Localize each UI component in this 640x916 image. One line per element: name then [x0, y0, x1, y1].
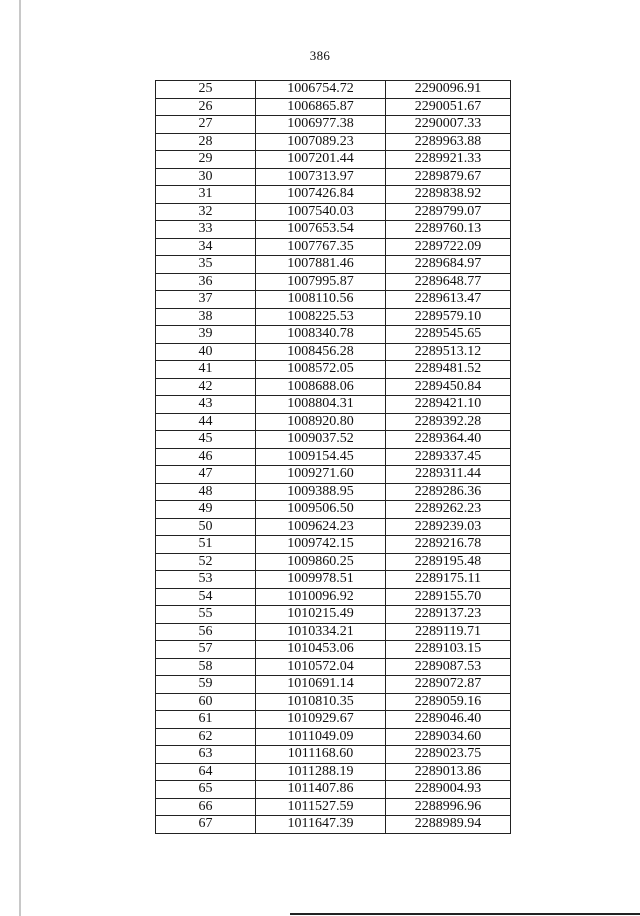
x-coordinate-cell: 1009624.23	[256, 518, 386, 536]
point-number-cell: 30	[156, 168, 256, 186]
x-coordinate-cell: 1007767.35	[256, 238, 386, 256]
table-row	[156, 291, 511, 309]
table-row	[156, 606, 511, 624]
y-coordinate-cell: 2289648.77	[386, 273, 511, 291]
y-coordinate-cell: 2289216.78	[386, 536, 511, 554]
table-row	[156, 588, 511, 606]
x-coordinate-cell: 1008456.28	[256, 343, 386, 361]
y-coordinate-cell: 2288989.94	[386, 816, 511, 834]
y-coordinate-cell: 2289286.36	[386, 483, 511, 501]
x-coordinate-cell: 1006865.87	[256, 98, 386, 116]
table-row	[156, 816, 511, 834]
table-row	[156, 693, 511, 711]
x-coordinate-cell: 1009742.15	[256, 536, 386, 554]
x-coordinate-cell: 1007201.44	[256, 151, 386, 169]
table-row	[156, 536, 511, 554]
y-coordinate-cell: 2289034.60	[386, 728, 511, 746]
page-number: 386	[309, 48, 331, 63]
y-coordinate-cell: 2289155.70	[386, 588, 511, 606]
point-number-cell: 29	[156, 151, 256, 169]
table-row	[156, 431, 511, 449]
point-number-cell: 37	[156, 291, 256, 309]
table-row	[156, 308, 511, 326]
point-number-cell: 62	[156, 728, 256, 746]
point-number-cell: 57	[156, 641, 256, 659]
table-row	[156, 658, 511, 676]
point-number-cell: 58	[156, 658, 256, 676]
x-coordinate-cell: 1011288.19	[256, 763, 386, 781]
point-number-cell: 25	[156, 81, 256, 99]
y-coordinate-cell: 2289087.53	[386, 658, 511, 676]
page-bottom-rule	[290, 913, 640, 915]
x-coordinate-cell: 1010096.92	[256, 588, 386, 606]
y-coordinate-cell: 2289684.97	[386, 256, 511, 274]
table-row	[156, 256, 511, 274]
point-number-cell: 59	[156, 676, 256, 694]
table-row	[156, 168, 511, 186]
x-coordinate-cell: 1011168.60	[256, 746, 386, 764]
y-coordinate-cell: 2289450.84	[386, 378, 511, 396]
point-number-cell: 67	[156, 816, 256, 834]
y-coordinate-cell: 2289195.48	[386, 553, 511, 571]
x-coordinate-cell: 1006977.38	[256, 116, 386, 134]
point-number-cell: 39	[156, 326, 256, 344]
x-coordinate-cell: 1011527.59	[256, 798, 386, 816]
x-coordinate-cell: 1008572.05	[256, 361, 386, 379]
y-coordinate-cell: 2289481.52	[386, 361, 511, 379]
table-row	[156, 483, 511, 501]
table-row	[156, 781, 511, 799]
y-coordinate-cell: 2289879.67	[386, 168, 511, 186]
coordinates-table	[155, 80, 511, 834]
y-coordinate-cell: 2289579.10	[386, 308, 511, 326]
y-coordinate-cell: 2289760.13	[386, 221, 511, 239]
point-number-cell: 26	[156, 98, 256, 116]
point-number-cell: 52	[156, 553, 256, 571]
table-row	[156, 746, 511, 764]
x-coordinate-cell: 1006754.72	[256, 81, 386, 99]
x-coordinate-cell: 1010215.49	[256, 606, 386, 624]
y-coordinate-cell: 2289921.33	[386, 151, 511, 169]
table-row	[156, 448, 511, 466]
x-coordinate-cell: 1008804.31	[256, 396, 386, 414]
point-number-cell: 64	[156, 763, 256, 781]
y-coordinate-cell: 2289239.03	[386, 518, 511, 536]
table-row	[156, 711, 511, 729]
table-row	[156, 518, 511, 536]
table-row	[156, 221, 511, 239]
x-coordinate-cell: 1009978.51	[256, 571, 386, 589]
y-coordinate-cell: 2289119.71	[386, 623, 511, 641]
point-number-cell: 60	[156, 693, 256, 711]
coordinates-table-body	[156, 81, 511, 834]
y-coordinate-cell: 2289337.45	[386, 448, 511, 466]
point-number-cell: 35	[156, 256, 256, 274]
x-coordinate-cell: 1009506.50	[256, 501, 386, 519]
y-coordinate-cell: 2289072.87	[386, 676, 511, 694]
y-coordinate-cell: 2289311.44	[386, 466, 511, 484]
point-number-cell: 48	[156, 483, 256, 501]
y-coordinate-cell: 2289545.65	[386, 326, 511, 344]
point-number-cell: 38	[156, 308, 256, 326]
x-coordinate-cell: 1009154.45	[256, 448, 386, 466]
y-coordinate-cell: 2289613.47	[386, 291, 511, 309]
point-number-cell: 32	[156, 203, 256, 221]
x-coordinate-cell: 1008920.80	[256, 413, 386, 431]
table-row	[156, 116, 511, 134]
x-coordinate-cell: 1007653.54	[256, 221, 386, 239]
point-number-cell: 51	[156, 536, 256, 554]
point-number-cell: 46	[156, 448, 256, 466]
table-row	[156, 81, 511, 99]
point-number-cell: 45	[156, 431, 256, 449]
table-row	[156, 553, 511, 571]
table-row	[156, 361, 511, 379]
y-coordinate-cell: 2289262.23	[386, 501, 511, 519]
y-coordinate-cell: 2290096.91	[386, 81, 511, 99]
point-number-cell: 66	[156, 798, 256, 816]
y-coordinate-cell: 2289103.15	[386, 641, 511, 659]
x-coordinate-cell: 1007313.97	[256, 168, 386, 186]
x-coordinate-cell: 1010453.06	[256, 641, 386, 659]
table-row	[156, 728, 511, 746]
table-row	[156, 273, 511, 291]
y-coordinate-cell: 2289421.10	[386, 396, 511, 414]
x-coordinate-cell: 1010810.35	[256, 693, 386, 711]
x-coordinate-cell: 1011647.39	[256, 816, 386, 834]
y-coordinate-cell: 2289963.88	[386, 133, 511, 151]
table-row	[156, 623, 511, 641]
y-coordinate-cell: 2289059.16	[386, 693, 511, 711]
x-coordinate-cell: 1008225.53	[256, 308, 386, 326]
point-number-cell: 61	[156, 711, 256, 729]
table-row	[156, 98, 511, 116]
y-coordinate-cell: 2289046.40	[386, 711, 511, 729]
table-row	[156, 466, 511, 484]
x-coordinate-cell: 1011407.86	[256, 781, 386, 799]
y-coordinate-cell: 2289722.09	[386, 238, 511, 256]
x-coordinate-cell: 1010572.04	[256, 658, 386, 676]
point-number-cell: 53	[156, 571, 256, 589]
point-number-cell: 56	[156, 623, 256, 641]
point-number-cell: 47	[156, 466, 256, 484]
y-coordinate-cell: 2290007.33	[386, 116, 511, 134]
table-row	[156, 203, 511, 221]
x-coordinate-cell: 1008340.78	[256, 326, 386, 344]
y-coordinate-cell: 2289023.75	[386, 746, 511, 764]
point-number-cell: 31	[156, 186, 256, 204]
table-row	[156, 133, 511, 151]
y-coordinate-cell: 2289137.23	[386, 606, 511, 624]
table-row	[156, 186, 511, 204]
x-coordinate-cell: 1009860.25	[256, 553, 386, 571]
x-coordinate-cell: 1010334.21	[256, 623, 386, 641]
point-number-cell: 34	[156, 238, 256, 256]
point-number-cell: 41	[156, 361, 256, 379]
x-coordinate-cell: 1009388.95	[256, 483, 386, 501]
x-coordinate-cell: 1007995.87	[256, 273, 386, 291]
x-coordinate-cell: 1007881.46	[256, 256, 386, 274]
point-number-cell: 33	[156, 221, 256, 239]
y-coordinate-cell: 2289013.86	[386, 763, 511, 781]
table-row	[156, 676, 511, 694]
page-left-edge	[19, 0, 21, 916]
point-number-cell: 44	[156, 413, 256, 431]
point-number-cell: 28	[156, 133, 256, 151]
point-number-cell: 42	[156, 378, 256, 396]
x-coordinate-cell: 1007089.23	[256, 133, 386, 151]
point-number-cell: 49	[156, 501, 256, 519]
table-row	[156, 396, 511, 414]
table-row	[156, 798, 511, 816]
x-coordinate-cell: 1007540.03	[256, 203, 386, 221]
x-coordinate-cell: 1009271.60	[256, 466, 386, 484]
x-coordinate-cell: 1008688.06	[256, 378, 386, 396]
table-row	[156, 641, 511, 659]
table-row	[156, 571, 511, 589]
table-row	[156, 326, 511, 344]
table-row	[156, 378, 511, 396]
table-row	[156, 343, 511, 361]
table-row	[156, 238, 511, 256]
x-coordinate-cell: 1010691.14	[256, 676, 386, 694]
point-number-cell: 40	[156, 343, 256, 361]
table-row	[156, 501, 511, 519]
x-coordinate-cell: 1011049.09	[256, 728, 386, 746]
point-number-cell: 50	[156, 518, 256, 536]
y-coordinate-cell: 2289392.28	[386, 413, 511, 431]
x-coordinate-cell: 1008110.56	[256, 291, 386, 309]
point-number-cell: 55	[156, 606, 256, 624]
y-coordinate-cell: 2289799.07	[386, 203, 511, 221]
x-coordinate-cell: 1009037.52	[256, 431, 386, 449]
point-number-cell: 36	[156, 273, 256, 291]
y-coordinate-cell: 2288996.96	[386, 798, 511, 816]
point-number-cell: 63	[156, 746, 256, 764]
point-number-cell: 27	[156, 116, 256, 134]
point-number-cell: 43	[156, 396, 256, 414]
x-coordinate-cell: 1007426.84	[256, 186, 386, 204]
table-row	[156, 763, 511, 781]
point-number-cell: 65	[156, 781, 256, 799]
table-row	[156, 413, 511, 431]
point-number-cell: 54	[156, 588, 256, 606]
x-coordinate-cell: 1010929.67	[256, 711, 386, 729]
y-coordinate-cell: 2289364.40	[386, 431, 511, 449]
table-row	[156, 151, 511, 169]
y-coordinate-cell: 2290051.67	[386, 98, 511, 116]
y-coordinate-cell: 2289004.93	[386, 781, 511, 799]
y-coordinate-cell: 2289513.12	[386, 343, 511, 361]
y-coordinate-cell: 2289838.92	[386, 186, 511, 204]
y-coordinate-cell: 2289175.11	[386, 571, 511, 589]
